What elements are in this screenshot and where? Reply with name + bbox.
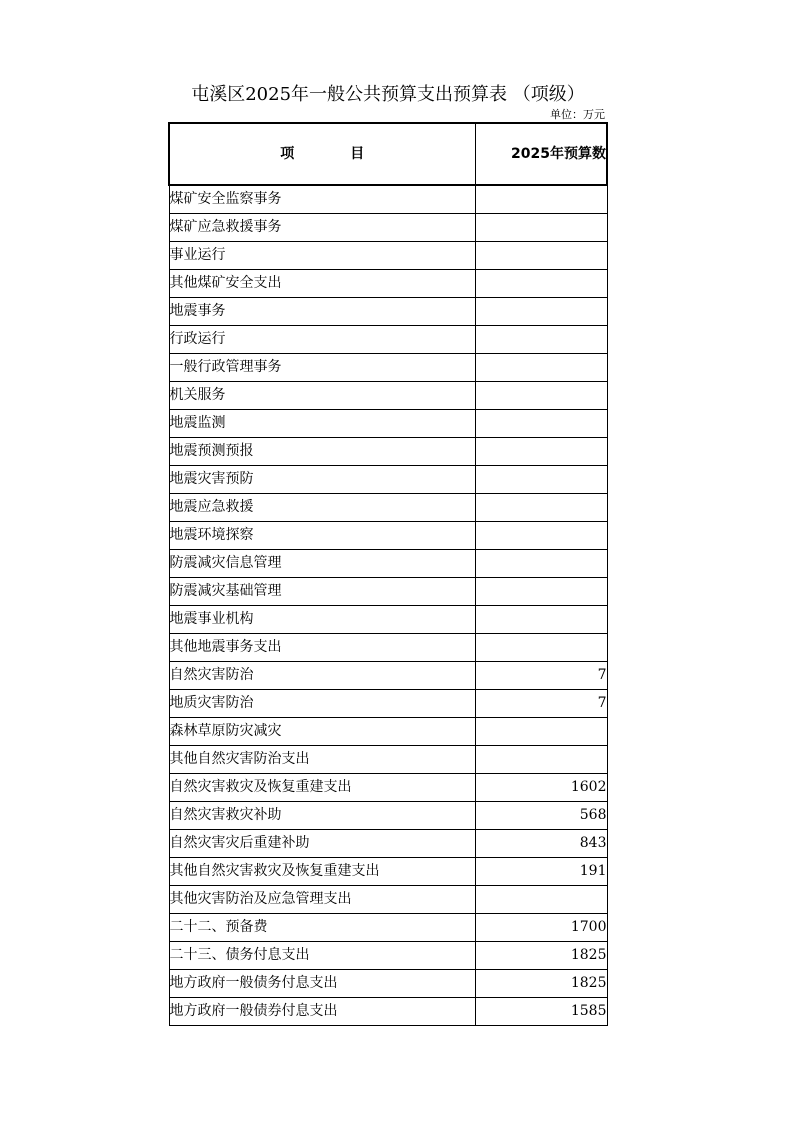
row-item-name: 地震预测预报 bbox=[169, 438, 475, 466]
row-amount: 1585 bbox=[475, 998, 607, 1026]
row-amount bbox=[475, 214, 607, 242]
row-item-name: 行政运行 bbox=[169, 326, 475, 354]
row-amount: 7 bbox=[475, 662, 607, 690]
budget-table bbox=[168, 122, 608, 1026]
table-row bbox=[169, 998, 607, 1026]
row-item-name: 防震减灾基础管理 bbox=[169, 578, 475, 606]
row-amount bbox=[475, 242, 607, 270]
row-item-name: 其他自然灾害防治支出 bbox=[169, 746, 475, 774]
row-item-name: 其他自然灾害救灾及恢复重建支出 bbox=[169, 858, 475, 886]
row-amount bbox=[475, 494, 607, 522]
table-row bbox=[169, 494, 607, 522]
row-amount bbox=[475, 185, 607, 214]
table-row bbox=[169, 185, 607, 214]
table-header bbox=[169, 123, 607, 185]
row-item-name: 机关服务 bbox=[169, 382, 475, 410]
table-row bbox=[169, 858, 607, 886]
table-row bbox=[169, 382, 607, 410]
row-amount: 843 bbox=[475, 830, 607, 858]
row-item-name: 自然灾害救灾补助 bbox=[169, 802, 475, 830]
row-item-name: 防震减灾信息管理 bbox=[169, 550, 475, 578]
row-item-name: 自然灾害救灾及恢复重建支出 bbox=[169, 774, 475, 802]
row-amount bbox=[475, 718, 607, 746]
row-item-name: 其他灾害防治及应急管理支出 bbox=[169, 886, 475, 914]
table-row bbox=[169, 354, 607, 382]
table-row bbox=[169, 214, 607, 242]
table-row bbox=[169, 662, 607, 690]
row-amount bbox=[475, 298, 607, 326]
unit-label: 单位：万元 bbox=[550, 108, 605, 121]
item-header-char-2: 目 bbox=[350, 146, 365, 162]
row-amount: 568 bbox=[475, 802, 607, 830]
row-item-name: 森林草原防灾减灾 bbox=[169, 718, 475, 746]
row-amount bbox=[475, 606, 607, 634]
table-body bbox=[169, 185, 607, 1026]
row-item-name: 地方政府一般债务付息支出 bbox=[169, 970, 475, 998]
table-row bbox=[169, 606, 607, 634]
row-amount: 7 bbox=[475, 690, 607, 718]
table-row bbox=[169, 242, 607, 270]
table-row bbox=[169, 718, 607, 746]
row-item-name: 地震事务 bbox=[169, 298, 475, 326]
table-row bbox=[169, 802, 607, 830]
table-row bbox=[169, 550, 607, 578]
row-item-name: 煤矿应急救援事务 bbox=[169, 214, 475, 242]
table-row bbox=[169, 746, 607, 774]
table-row bbox=[169, 466, 607, 494]
row-amount: 191 bbox=[475, 858, 607, 886]
row-item-name: 地震灾害预防 bbox=[169, 466, 475, 494]
row-item-name: 事业运行 bbox=[169, 242, 475, 270]
row-amount bbox=[475, 634, 607, 662]
row-item-name: 地震事业机构 bbox=[169, 606, 475, 634]
row-item-name: 地质灾害防治 bbox=[169, 690, 475, 718]
item-column-header bbox=[169, 123, 475, 185]
row-amount bbox=[475, 550, 607, 578]
row-item-name: 二十三、债务付息支出 bbox=[169, 942, 475, 970]
row-amount bbox=[475, 578, 607, 606]
row-item-name: 地震应急救援 bbox=[169, 494, 475, 522]
table-row bbox=[169, 690, 607, 718]
table-row bbox=[169, 886, 607, 914]
row-amount: 1602 bbox=[475, 774, 607, 802]
row-amount bbox=[475, 522, 607, 550]
table-row bbox=[169, 774, 607, 802]
item-header-char-1: 项 bbox=[280, 146, 295, 162]
row-item-name: 二十二、预备费 bbox=[169, 914, 475, 942]
table-row bbox=[169, 522, 607, 550]
row-item-name: 自然灾害灾后重建补助 bbox=[169, 830, 475, 858]
row-amount: 1700 bbox=[475, 914, 607, 942]
row-item-name: 地方政府一般债券付息支出 bbox=[169, 998, 475, 1026]
row-item-name: 煤矿安全监察事务 bbox=[169, 185, 475, 214]
row-item-name: 一般行政管理事务 bbox=[169, 354, 475, 382]
table-row bbox=[169, 942, 607, 970]
table-row bbox=[169, 410, 607, 438]
table-row bbox=[169, 326, 607, 354]
row-item-name: 其他地震事务支出 bbox=[169, 634, 475, 662]
amount-column-header: 2025年预算数 bbox=[475, 123, 607, 185]
row-amount: 1825 bbox=[475, 970, 607, 998]
row-amount bbox=[475, 410, 607, 438]
row-item-name: 其他煤矿安全支出 bbox=[169, 270, 475, 298]
table-row bbox=[169, 270, 607, 298]
row-amount bbox=[475, 270, 607, 298]
row-item-name: 自然灾害防治 bbox=[169, 662, 475, 690]
table-row bbox=[169, 634, 607, 662]
table-row bbox=[169, 914, 607, 942]
row-amount bbox=[475, 746, 607, 774]
page-title: 屯溪区2025年一般公共预算支出预算表 （项级） bbox=[191, 84, 585, 105]
row-amount bbox=[475, 438, 607, 466]
row-amount: 1825 bbox=[475, 942, 607, 970]
row-amount bbox=[475, 382, 607, 410]
row-item-name: 地震环境探察 bbox=[169, 522, 475, 550]
row-item-name: 地震监测 bbox=[169, 410, 475, 438]
row-amount bbox=[475, 886, 607, 914]
table-row bbox=[169, 298, 607, 326]
table-row bbox=[169, 970, 607, 998]
table-row bbox=[169, 578, 607, 606]
header-row bbox=[169, 123, 607, 185]
row-amount bbox=[475, 466, 607, 494]
row-amount bbox=[475, 354, 607, 382]
row-amount bbox=[475, 326, 607, 354]
table-row bbox=[169, 438, 607, 466]
table-row bbox=[169, 830, 607, 858]
